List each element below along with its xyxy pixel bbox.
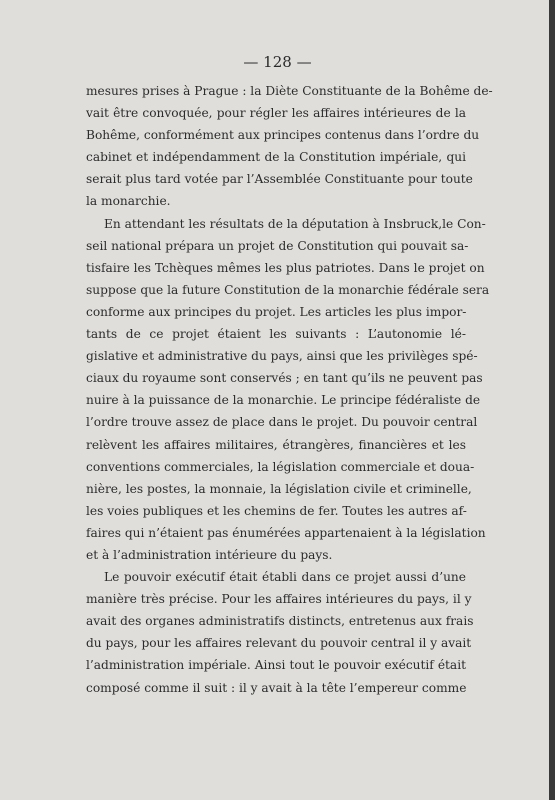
text-line: En attendant les résultats de la députation à Insbruck,le Con- — [104, 216, 486, 231]
text-line: du pays, pour les affaires relevant du pouvoir central il y avait — [86, 636, 472, 651]
text-line: gislative et administrative du pays, ainsi que les privilèges spé- — [86, 349, 478, 364]
text-line: l’administration impériale. Ainsi tout le pouvoir exécutif était — [86, 658, 466, 673]
text-line: tisfaire les Tchèques mêmes les plus patriotes. Dans le projet on — [86, 260, 485, 275]
text-line: l’ordre trouve assez de place dans le projet. Du pouvoir central — [86, 415, 478, 430]
text-line: la monarchie. — [86, 194, 171, 209]
text-line: nière, les postes, la monnaie, la législation civile et criminelle, — [86, 481, 472, 496]
text-line: composé comme il suit : il y avait à la tête l’empereur comme — [86, 680, 467, 695]
text-line: vait être convoquée, pour régler les affaires intérieures de la — [86, 106, 466, 121]
paragraph-3 — [86, 566, 474, 699]
text-line: seil national prépara un projet de Constitution qui pouvait sa- — [86, 238, 469, 253]
text-line: cabinet et indépendamment de la Constitution impériale, qui — [86, 150, 466, 165]
page-body — [86, 80, 493, 699]
text-line: et à l’administration intérieure du pays. — [86, 547, 333, 562]
page-number: — 128 — — [243, 53, 312, 71]
text-line: tants de ce projet étaient les suivants : L’autonomie lé- — [86, 327, 466, 342]
text-line: nuire à la puissance de la monarchie. Le principe fédéraliste de — [86, 393, 481, 408]
text-line: avait des organes administratifs distincts, entretenus aux frais — [86, 614, 474, 629]
text-line: conventions commerciales, la législation commerciale et doua- — [86, 459, 475, 474]
text-line: Le pouvoir exécutif était établi dans ce projet aussi d’une — [104, 570, 466, 585]
text-line: faires qui n’étaient pas énumérées appartenaient à la législation — [86, 525, 486, 540]
text-line: relèvent les affaires militaires, étrangères, financières et les — [86, 437, 466, 452]
text-line: suppose que la future Constitution de la monarchie fédérale sera — [86, 282, 490, 297]
paragraph-2 — [86, 213, 490, 567]
text-line: manière très précise. Pour les affaires intérieures du pays, il y — [86, 592, 472, 607]
binding-edge — [549, 0, 555, 800]
text-line: ciaux du royaume sont conservés ; en tant qu’ils ne peuvent pas — [86, 371, 483, 386]
text-line: conforme aux principes du projet. Les articles les plus impor- — [86, 304, 467, 319]
text-line: mesures prises à Prague : la Diète Constituante de la Bohême de- — [86, 84, 493, 98]
text-line: Bohême, conformément aux principes contenus dans l’ordre du — [86, 128, 480, 143]
text-line: les voies publiques et les chemins de fer. Toutes les autres af- — [86, 503, 467, 518]
paragraph-1 — [86, 80, 493, 213]
text-line: serait plus tard votée par l’Assemblée Constituante pour toute — [86, 172, 473, 187]
